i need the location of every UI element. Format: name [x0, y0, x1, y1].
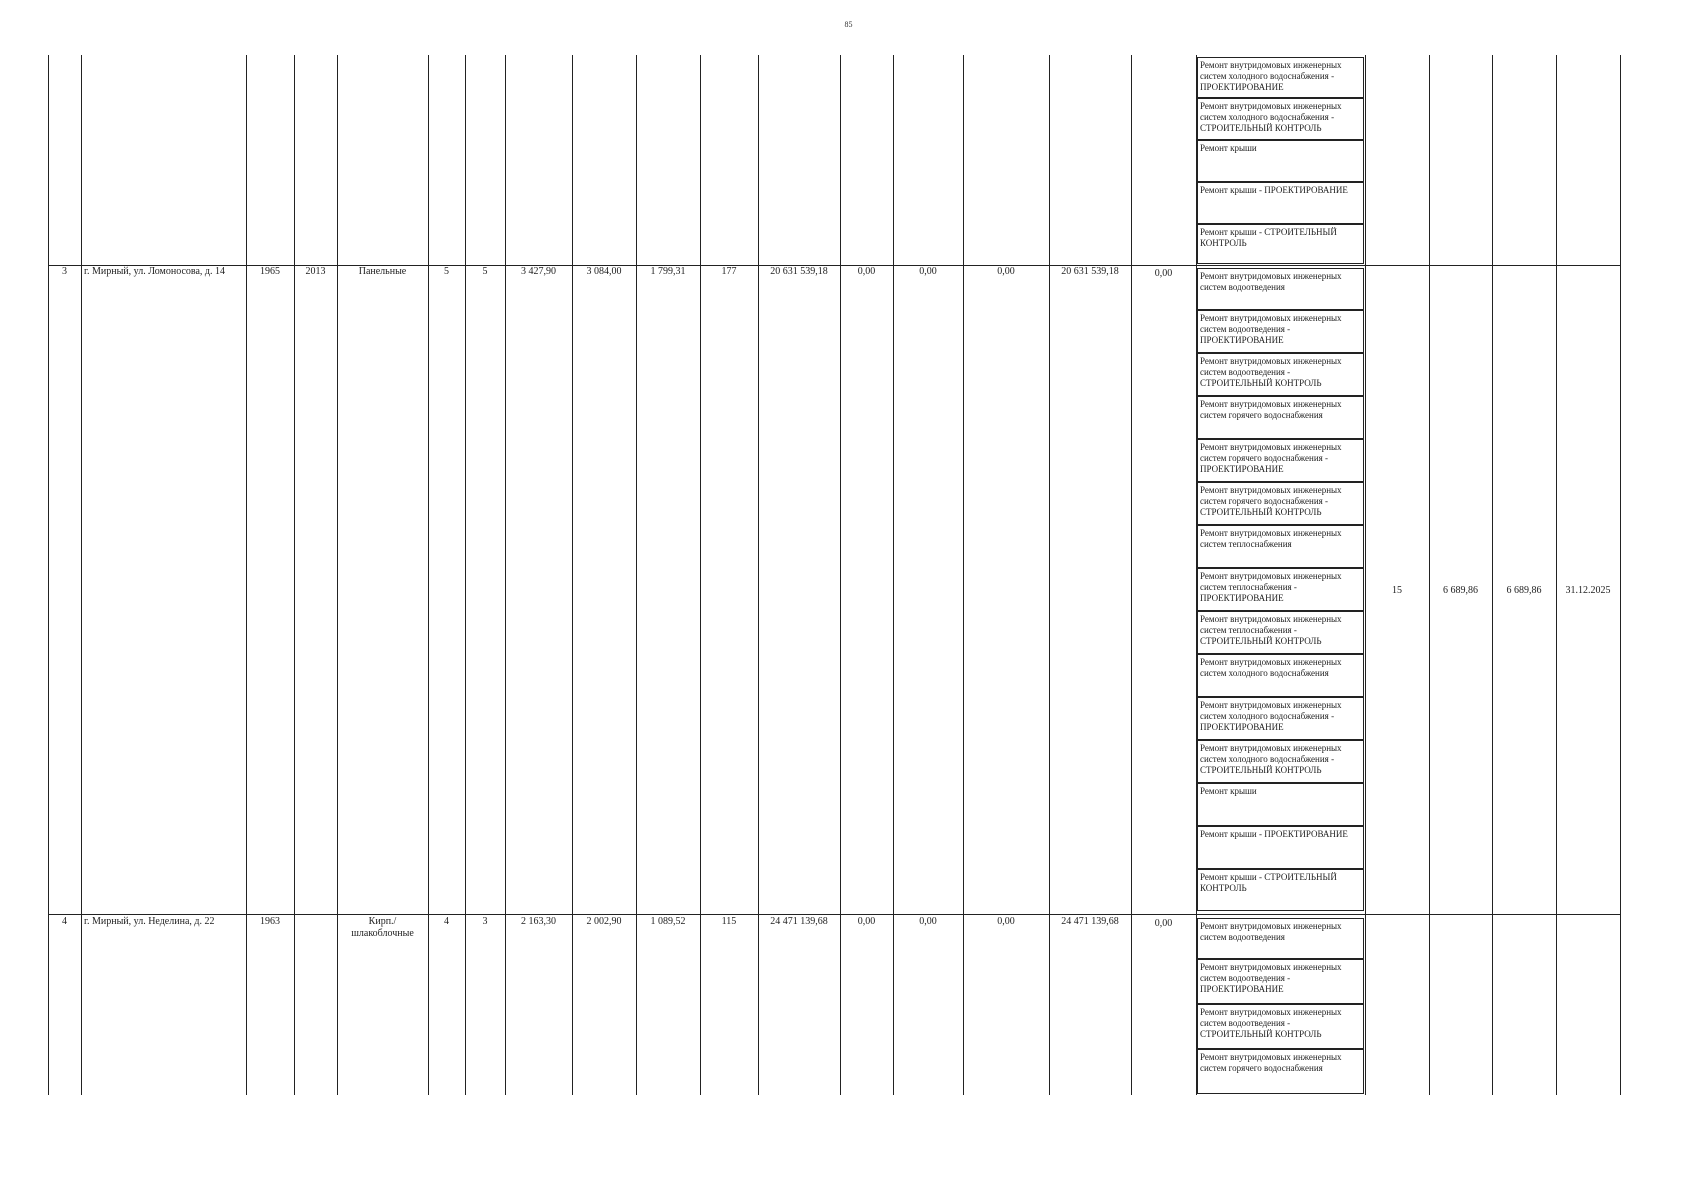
- work-item: [1197, 224, 1364, 264]
- column-line: [1049, 55, 1050, 1095]
- work-item: [1197, 396, 1364, 439]
- work-item-label: Ремонт внутридомовых инженерных систем теплоснабжения: [1200, 528, 1342, 549]
- work-item-label: Ремонт внутридомовых инженерных систем холодного водоснабжения - ПРОЕКТИРОВАНИЕ: [1200, 700, 1342, 732]
- fund-owners: 20 631 539,18: [1061, 266, 1119, 277]
- work-item-label: Ремонт внутридомовых инженерных систем водоотведения - ПРОЕКТИРОВАНИЕ: [1200, 313, 1342, 345]
- work-item-label: Ремонт внутридомовых инженерных систем горячего водоснабжения - СТРОИТЕЛЬНЫЙ КОНТРОЛЬ: [1200, 485, 1342, 517]
- work-item: [1197, 740, 1364, 783]
- column-line: [81, 55, 82, 1095]
- max-unit-cost: 6 689,86: [1506, 585, 1542, 596]
- work-item-label: Ремонт внутридомовых инженерных систем холодного водоснабжения - СТРОИТЕЛЬНЫЙ КОНТРОЛЬ: [1200, 101, 1342, 133]
- work-item-label: Ремонт внутридомовых инженерных систем горячего водоснабжения: [1200, 1052, 1342, 1073]
- floors: 4: [444, 916, 449, 927]
- column-line: [1429, 55, 1430, 1095]
- fund-regional: 0,00: [919, 916, 937, 927]
- column-line: [572, 55, 573, 1095]
- column-line: [337, 55, 338, 1095]
- wall-material: Кирп./ шлакоблочные: [351, 916, 414, 939]
- residents: 115: [721, 916, 737, 927]
- column-line: [465, 55, 466, 1095]
- work-item-label: Ремонт внутридомовых инженерных систем холодного водоснабжения - ПРОЕКТИРОВАНИЕ: [1200, 60, 1342, 92]
- fund-local: 0,00: [997, 916, 1015, 927]
- work-item-label: Ремонт внутридомовых инженерных систем теплоснабжения - СТРОИТЕЛЬНЫЙ КОНТРОЛЬ: [1200, 614, 1342, 646]
- work-item: [1197, 525, 1364, 568]
- work-item: [1197, 654, 1364, 697]
- work-item: [1197, 182, 1364, 224]
- year-last-repair: 2013: [305, 266, 326, 277]
- work-item: [1197, 439, 1364, 482]
- work-item: [1197, 918, 1364, 959]
- year-built: 1963: [260, 916, 280, 927]
- column-line: [294, 55, 295, 1095]
- work-item-label: Ремонт крыши: [1200, 143, 1257, 153]
- fund-other: 0,00: [1154, 918, 1173, 929]
- column-line: [636, 55, 637, 1095]
- total-area: 2 163,30: [521, 916, 556, 927]
- work-item: [1197, 482, 1364, 525]
- unit-cost: 6 689,86: [1443, 585, 1478, 596]
- work-item: [1197, 57, 1364, 98]
- column-line: [246, 55, 247, 1095]
- column-line: [758, 55, 759, 1095]
- work-item-label: Ремонт крыши - ПРОЕКТИРОВАНИЕ: [1200, 185, 1348, 195]
- column-line: [840, 55, 841, 1095]
- floors: 5: [444, 266, 449, 277]
- work-item-label: Ремонт внутридомовых инженерных систем водоотведения - СТРОИТЕЛЬНЫЙ КОНТРОЛЬ: [1200, 1007, 1342, 1039]
- address: г. Мирный, ул. Ломоносова, д. 14: [84, 266, 226, 277]
- column-line: [893, 55, 894, 1095]
- work-item: [1197, 98, 1364, 140]
- deadline: 31.12.2025: [1565, 585, 1611, 596]
- row-number: 4: [62, 916, 67, 927]
- fund-other: 0,00: [1154, 268, 1173, 279]
- work-item: [1197, 826, 1364, 869]
- column-line: [963, 55, 964, 1095]
- column-line: [1620, 55, 1621, 1095]
- column-line: [1365, 55, 1366, 1095]
- column-line: [428, 55, 429, 1095]
- work-item-label: Ремонт крыши - СТРОИТЕЛЬНЫЙ КОНТРОЛЬ: [1200, 872, 1337, 893]
- residents: 177: [721, 266, 737, 277]
- work-item: [1197, 611, 1364, 654]
- fund-federal: 0,00: [857, 266, 876, 277]
- area-premises: 3 084,00: [586, 266, 622, 277]
- work-item: [1197, 959, 1364, 1004]
- column-line: [505, 55, 506, 1095]
- work-item: [1197, 353, 1364, 396]
- work-item-label: Ремонт крыши: [1200, 786, 1257, 796]
- work-item: [1197, 568, 1364, 611]
- fund-local: 0,00: [997, 266, 1015, 277]
- work-item-label: Ремонт внутридомовых инженерных систем водоотведения - СТРОИТЕЛЬНЫЙ КОНТРОЛЬ: [1200, 356, 1342, 388]
- work-item: [1197, 268, 1364, 310]
- work-item: [1197, 1004, 1364, 1049]
- wall-material: Панельные: [358, 266, 407, 277]
- column-line: [700, 55, 701, 1095]
- work-item-label: Ремонт внутридомовых инженерных систем холодного водоснабжения: [1200, 657, 1342, 678]
- area-residential: 1 799,31: [650, 266, 686, 277]
- total-area: 3 427,90: [521, 266, 556, 277]
- work-count: 15: [1392, 585, 1402, 596]
- row-separator: [48, 914, 1621, 915]
- work-item-label: Ремонт внутридомовых инженерных систем горячего водоснабжения: [1200, 399, 1342, 420]
- year-built: 1965: [260, 266, 280, 277]
- work-item: [1197, 783, 1364, 826]
- fund-federal: 0,00: [857, 916, 876, 927]
- work-item-label: Ремонт внутридомовых инженерных систем горячего водоснабжения - ПРОЕКТИРОВАНИЕ: [1200, 442, 1342, 474]
- work-item-label: Ремонт внутридомовых инженерных систем водоотведения: [1200, 921, 1342, 942]
- entrances: 5: [482, 266, 488, 277]
- work-item-label: Ремонт внутридомовых инженерных систем водоотведения - ПРОЕКТИРОВАНИЕ: [1200, 962, 1342, 994]
- work-item-label: Ремонт крыши - СТРОИТЕЛЬНЫЙ КОНТРОЛЬ: [1200, 227, 1337, 248]
- column-line: [1131, 55, 1132, 1095]
- entrances: 3: [482, 916, 488, 927]
- column-line: [1556, 55, 1557, 1095]
- work-item: [1197, 869, 1364, 911]
- address: г. Мирный, ул. Неделина, д. 22: [84, 916, 215, 927]
- fund-owners: 24 471 139,68: [1061, 916, 1119, 927]
- column-line: [48, 55, 49, 1095]
- area-residential: 1 089,52: [650, 916, 686, 927]
- work-item: [1197, 1049, 1364, 1094]
- work-item-label: Ремонт крыши - ПРОЕКТИРОВАНИЕ: [1200, 829, 1348, 839]
- column-line: [1492, 55, 1493, 1095]
- fund-regional: 0,00: [919, 266, 937, 277]
- work-item: [1197, 140, 1364, 182]
- cost-total: 24 471 139,68: [770, 916, 828, 927]
- area-premises: 2 002,90: [586, 916, 622, 927]
- row-number: 3: [62, 266, 67, 277]
- work-item-label: Ремонт внутридомовых инженерных систем водоотведения: [1200, 271, 1342, 292]
- work-item-label: Ремонт внутридомовых инженерных систем холодного водоснабжения - СТРОИТЕЛЬНЫЙ КОНТРОЛЬ: [1200, 743, 1342, 775]
- work-item: [1197, 310, 1364, 353]
- work-item: [1197, 697, 1364, 740]
- cost-total: 20 631 539,18: [770, 266, 828, 277]
- work-item-label: Ремонт внутридомовых инженерных систем теплоснабжения - ПРОЕКТИРОВАНИЕ: [1200, 571, 1342, 603]
- page-number: 85: [844, 20, 853, 29]
